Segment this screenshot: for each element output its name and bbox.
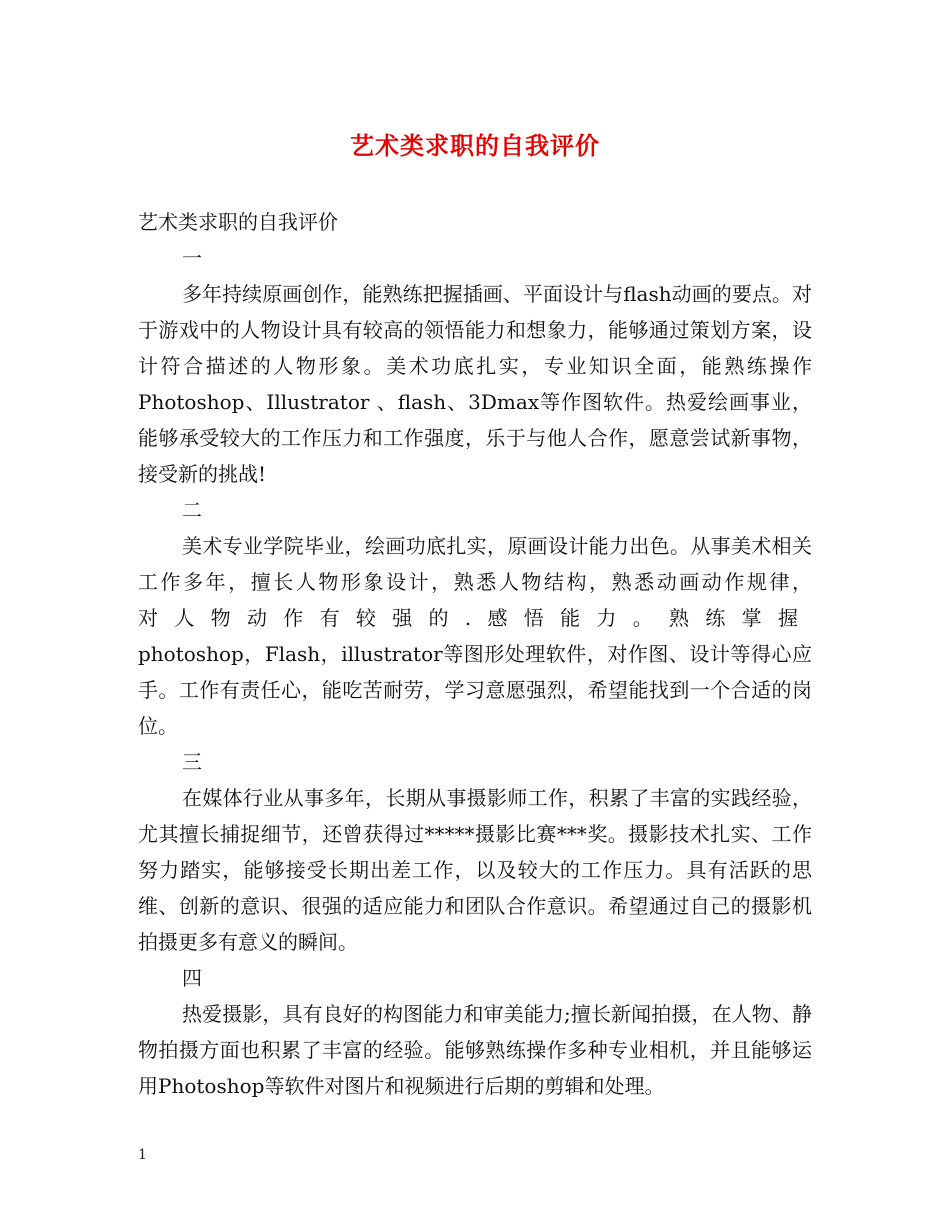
section-paragraph-2-part1: 美术专业学院毕业，绘画功底扎实，原画设计能力出色。从事美术相关工作多年，擅长人物形象设计，熟悉人物结构，熟悉动画动作规律， [138,534,812,594]
section-heading-2: 二 [182,498,202,522]
section-paragraph-3: 在媒体行业从事多年，长期从事摄影师工作，积累了丰富的实践经验，尤其擅长捕捉细节，还曾获得过*****摄影比赛***奖。摄影技术扎实、工作努力踏实，能够接受长期出差工作，以及较大的工作压力。具有活跃的思维、创新的意识、很强的适应能力和团队合作意识。希望通过自己的摄影机拍摄更多有意义的瞬间。 [138,786,812,954]
document-title: 艺术类求职的自我评价 [350,131,600,160]
section-paragraph-2 [138,528,812,744]
section-heading-4: 四 [182,966,202,990]
intro-line: 艺术类求职的自我评价 [138,210,338,234]
section-paragraph-1: 多年持续原画创作，能熟练把握插画、平面设计与flash动画的要点。对于游戏中的人物设计具有较高的领悟能力和想象力，能够通过策划方案，设计符合描述的人物形象。美术功底扎实，专业知识全面，能熟练操作Photoshop、Illustrator 、flash、3Dmax等作图软件。热爱绘画事业，能够承受较大的工作压力和工作强度，乐于与他人合作，愿意尝试新事物，接受新的挑战! [138,282,812,486]
section-heading-3: 三 [182,750,202,774]
section-paragraph-2-part2: 对人物动作有较强的.感悟能力。熟练掌握 [138,606,812,630]
section-paragraph-2-part3: photoshop，Flash，illustrator等图形处理软件，对作图、设计等得心应手。工作有责任心，能吃苦耐劳，学习意愿强烈，希望能找到一个合适的岗位。 [138,642,812,738]
section-paragraph-4: 热爱摄影，具有良好的构图能力和审美能力;擅长新闻拍摄，在人物、静物拍摄方面也积累了丰富的经验。能够熟练操作多种专业相机，并且能够运用Photoshop等软件对图片和视频进行后期的剪辑和处理。 [138,1002,812,1098]
page-number: 1 [138,1147,147,1163]
document-body [138,204,812,1104]
section-heading-1: 一 [182,246,202,270]
